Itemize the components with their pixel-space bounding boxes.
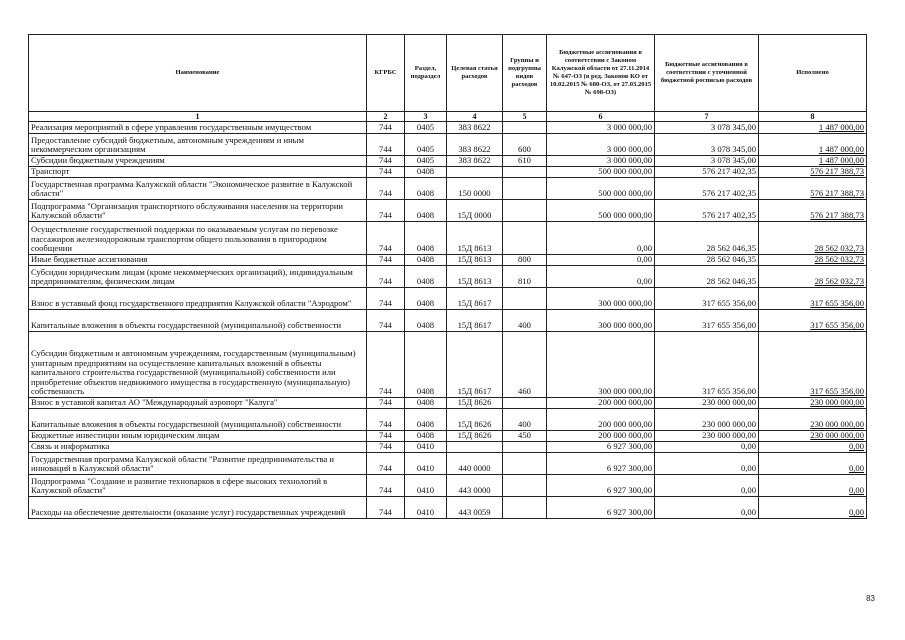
header-groups: Группы и подгруппы видов расходов [503, 35, 547, 112]
row-group-cell [503, 167, 547, 178]
header-refined-allocations: Бюджетные ассигнования в соответствии с уточненной бюджетной росписью расходов [655, 35, 759, 112]
row-group-cell: 400 [503, 409, 547, 431]
row-name-cell: Бюджетные инвестиции иным юридическим лицам [29, 431, 367, 442]
row-target-cell: 15Д 8617 [447, 332, 503, 398]
row-refined-amount-cell: 317 655 356,00 [655, 332, 759, 398]
row-kgrbs-cell: 744 [367, 122, 405, 134]
row-refined-amount-cell: 3 078 345,00 [655, 122, 759, 134]
column-number: 2 [367, 112, 405, 122]
table-row [29, 497, 867, 519]
row-law-amount-cell: 3 000 000,00 [547, 156, 655, 167]
table-row [29, 332, 867, 398]
row-refined-amount-cell: 0,00 [655, 453, 759, 475]
row-kgrbs-cell: 744 [367, 409, 405, 431]
row-group-cell [503, 453, 547, 475]
table-row [29, 442, 867, 453]
row-target-cell: 15Д 8617 [447, 288, 503, 310]
row-target-cell: 150 0000 [447, 178, 503, 200]
row-section-cell: 0408 [405, 398, 447, 409]
row-name-cell: Подпрограмма "Организация транспортного обслуживания населения на территории Калужской области" [29, 200, 367, 222]
row-refined-amount-cell: 230 000 000,00 [655, 409, 759, 431]
row-target-cell [447, 442, 503, 453]
row-kgrbs-cell: 744 [367, 475, 405, 497]
row-section-cell: 0408 [405, 222, 447, 255]
row-law-amount-cell: 200 000 000,00 [547, 398, 655, 409]
row-target-cell: 383 8622 [447, 122, 503, 134]
table-row [29, 167, 867, 178]
row-group-cell [503, 288, 547, 310]
row-target-cell: 15Д 8626 [447, 431, 503, 442]
column-number: 5 [503, 112, 547, 122]
row-refined-amount-cell: 317 655 356,00 [655, 310, 759, 332]
row-name-cell: Реализация мероприятий в сфере управления государственным имуществом [29, 122, 367, 134]
row-kgrbs-cell: 744 [367, 442, 405, 453]
row-refined-amount-cell: 576 217 402,35 [655, 178, 759, 200]
row-law-amount-cell: 3 000 000,00 [547, 134, 655, 156]
row-name-cell: Взнос в уставной капитал АО "Международный аэропорт "Калуга" [29, 398, 367, 409]
row-target-cell: 15Д 8626 [447, 409, 503, 431]
row-name-cell: Субсидии юридическим лицам (кроме некоммерческих организаций), индивидуальным предпринимателям, физическим лицам [29, 266, 367, 288]
row-target-cell: 15Д 8626 [447, 398, 503, 409]
row-section-cell: 0408 [405, 266, 447, 288]
row-kgrbs-cell: 744 [367, 200, 405, 222]
column-number: 7 [655, 112, 759, 122]
row-group-cell: 810 [503, 266, 547, 288]
row-law-amount-cell: 0,00 [547, 266, 655, 288]
row-executed-amount-cell: 230 000 000,00 [759, 409, 867, 431]
row-law-amount-cell: 0,00 [547, 255, 655, 266]
row-kgrbs-cell: 744 [367, 453, 405, 475]
row-group-cell [503, 122, 547, 134]
column-number: 6 [547, 112, 655, 122]
row-group-cell [503, 442, 547, 453]
row-law-amount-cell: 200 000 000,00 [547, 431, 655, 442]
row-refined-amount-cell: 317 655 356,00 [655, 288, 759, 310]
row-section-cell: 0410 [405, 453, 447, 475]
row-group-cell [503, 178, 547, 200]
row-kgrbs-cell: 744 [367, 266, 405, 288]
row-kgrbs-cell: 744 [367, 288, 405, 310]
column-number: 4 [447, 112, 503, 122]
row-executed-amount-cell: 576 217 388,73 [759, 178, 867, 200]
row-refined-amount-cell: 230 000 000,00 [655, 431, 759, 442]
row-executed-amount-cell: 317 655 356,00 [759, 288, 867, 310]
row-law-amount-cell: 500 000 000,00 [547, 178, 655, 200]
row-target-cell: 443 0059 [447, 497, 503, 519]
row-refined-amount-cell: 230 000 000,00 [655, 398, 759, 409]
row-section-cell: 0410 [405, 475, 447, 497]
row-law-amount-cell: 500 000 000,00 [547, 200, 655, 222]
row-group-cell [503, 222, 547, 255]
row-executed-amount-cell: 28 562 032,73 [759, 222, 867, 255]
header-target: Целевая статья расходов [447, 35, 503, 112]
column-number: 1 [29, 112, 367, 122]
table-row [29, 409, 867, 431]
row-kgrbs-cell: 744 [367, 431, 405, 442]
row-executed-amount-cell: 576 217 388,73 [759, 167, 867, 178]
table-row [29, 266, 867, 288]
column-number: 3 [405, 112, 447, 122]
row-refined-amount-cell: 28 562 046,35 [655, 255, 759, 266]
row-group-cell: 610 [503, 156, 547, 167]
row-refined-amount-cell: 0,00 [655, 475, 759, 497]
row-law-amount-cell: 6 927 300,00 [547, 497, 655, 519]
row-name-cell: Капитальные вложения в объекты государственной (муниципальной) собственности [29, 310, 367, 332]
row-executed-amount-cell: 576 217 388,73 [759, 200, 867, 222]
row-law-amount-cell: 6 927 300,00 [547, 442, 655, 453]
row-executed-amount-cell: 0,00 [759, 497, 867, 519]
row-section-cell: 0408 [405, 288, 447, 310]
table-row [29, 222, 867, 255]
row-group-cell [503, 475, 547, 497]
row-target-cell: 440 0000 [447, 453, 503, 475]
row-executed-amount-cell: 230 000 000,00 [759, 398, 867, 409]
row-refined-amount-cell: 0,00 [655, 442, 759, 453]
row-name-cell: Капитальные вложения в объекты государственной (муниципальной) собственности [29, 409, 367, 431]
row-target-cell: 15Д 8613 [447, 222, 503, 255]
row-kgrbs-cell: 744 [367, 222, 405, 255]
header-law-allocations: Бюджетные ассигнования в соответствии с Законом Калужской области от 27.11.2014 № 647-ОЗ (в ред. Законов КО от 10.02.2015 № 680-ОЗ, от 27.03.2015 № 698-ОЗ) [547, 35, 655, 112]
row-section-cell: 0408 [405, 255, 447, 266]
row-section-cell: 0410 [405, 497, 447, 519]
row-group-cell: 400 [503, 310, 547, 332]
row-target-cell: 15Д 8613 [447, 266, 503, 288]
row-target-cell: 15Д 0000 [447, 200, 503, 222]
row-target-cell: 15Д 8613 [447, 255, 503, 266]
row-refined-amount-cell: 576 217 402,35 [655, 200, 759, 222]
table-row [29, 475, 867, 497]
row-kgrbs-cell: 744 [367, 497, 405, 519]
row-target-cell: 383 8622 [447, 134, 503, 156]
row-executed-amount-cell: 28 562 032,73 [759, 266, 867, 288]
row-group-cell [503, 200, 547, 222]
row-section-cell: 0405 [405, 156, 447, 167]
row-name-cell: Транспорт [29, 167, 367, 178]
row-law-amount-cell: 300 000 000,00 [547, 332, 655, 398]
row-refined-amount-cell: 576 217 402,35 [655, 167, 759, 178]
row-group-cell: 460 [503, 332, 547, 398]
page-number: 83 [866, 594, 875, 603]
header-kgrbs: КГРБС [367, 35, 405, 112]
row-law-amount-cell: 3 000 000,00 [547, 122, 655, 134]
row-kgrbs-cell: 744 [367, 332, 405, 398]
budget-table [28, 34, 867, 519]
row-name-cell: Взнос в уставный фонд государственного предприятия Калужской области "Аэродром" [29, 288, 367, 310]
row-group-cell: 450 [503, 431, 547, 442]
table-row [29, 255, 867, 266]
row-law-amount-cell: 6 927 300,00 [547, 475, 655, 497]
row-refined-amount-cell: 28 562 046,35 [655, 222, 759, 255]
row-target-cell [447, 167, 503, 178]
table-row [29, 398, 867, 409]
row-refined-amount-cell: 28 562 046,35 [655, 266, 759, 288]
row-group-cell: 800 [503, 255, 547, 266]
row-target-cell: 15Д 8617 [447, 310, 503, 332]
row-refined-amount-cell: 0,00 [655, 497, 759, 519]
row-executed-amount-cell: 0,00 [759, 453, 867, 475]
row-name-cell: Предоставление субсидий бюджетным, автономным учреждениям и иным некоммерческим организациям [29, 134, 367, 156]
row-name-cell: Расходы на обеспечение деятельности (оказание услуг) государственных учреждений [29, 497, 367, 519]
row-executed-amount-cell: 1 487 000,00 [759, 122, 867, 134]
row-name-cell: Подпрограмма "Создание и развитие технопарков в сфере высоких технологий в Калужской области" [29, 475, 367, 497]
row-section-cell: 0408 [405, 178, 447, 200]
header-executed: Исполнено [759, 35, 867, 112]
row-section-cell: 0405 [405, 134, 447, 156]
table-row [29, 288, 867, 310]
row-executed-amount-cell: 317 655 356,00 [759, 310, 867, 332]
row-law-amount-cell: 200 000 000,00 [547, 409, 655, 431]
row-kgrbs-cell: 744 [367, 310, 405, 332]
table-row [29, 431, 867, 442]
row-name-cell: Государственная программа Калужской области "Развитие предпринимательства и инноваций в Калужской области" [29, 453, 367, 475]
row-refined-amount-cell: 3 078 345,00 [655, 134, 759, 156]
header-name: Наименование [29, 35, 367, 112]
table-row [29, 156, 867, 167]
row-section-cell: 0408 [405, 332, 447, 398]
row-kgrbs-cell: 744 [367, 178, 405, 200]
row-executed-amount-cell: 1 487 000,00 [759, 134, 867, 156]
row-group-cell [503, 497, 547, 519]
row-name-cell: Государственная программа Калужской области "Экономическое развитие в Калужской области" [29, 178, 367, 200]
row-name-cell: Осуществление государственной поддержки по оказываемым услугам по перевозке пассажиров железнодорожным транспортом общего пользования в пригородном сообщении [29, 222, 367, 255]
row-section-cell: 0408 [405, 310, 447, 332]
row-executed-amount-cell: 317 655 356,00 [759, 332, 867, 398]
row-kgrbs-cell: 744 [367, 398, 405, 409]
row-executed-amount-cell: 28 562 032,73 [759, 255, 867, 266]
table-row [29, 122, 867, 134]
row-law-amount-cell: 300 000 000,00 [547, 288, 655, 310]
row-group-cell [503, 398, 547, 409]
row-law-amount-cell: 0,00 [547, 222, 655, 255]
table-row [29, 134, 867, 156]
row-section-cell: 0410 [405, 442, 447, 453]
row-name-cell: Иные бюджетные ассигнования [29, 255, 367, 266]
header-section: Раздел, подраздел [405, 35, 447, 112]
table-row [29, 310, 867, 332]
row-target-cell: 443 0000 [447, 475, 503, 497]
budget-table-sheet [28, 34, 866, 519]
row-section-cell: 0408 [405, 167, 447, 178]
row-section-cell: 0408 [405, 409, 447, 431]
row-kgrbs-cell: 744 [367, 156, 405, 167]
row-section-cell: 0405 [405, 122, 447, 134]
row-target-cell: 383 8622 [447, 156, 503, 167]
row-kgrbs-cell: 744 [367, 167, 405, 178]
row-refined-amount-cell: 3 078 345,00 [655, 156, 759, 167]
column-number-row [29, 112, 867, 122]
row-name-cell: Субсидии бюджетным и автономным учреждениям, государственным (муниципальным) унитарным предприятиям на осуществление капитальных вложений в объекты капитального строительства государственной (муниципальной) собственности или приобретение объектов недвижимого имущества в государственную (муниципальную) собственность [29, 332, 367, 398]
row-name-cell: Связь и информатика [29, 442, 367, 453]
row-executed-amount-cell: 0,00 [759, 442, 867, 453]
table-row [29, 453, 867, 475]
row-law-amount-cell: 6 927 300,00 [547, 453, 655, 475]
row-executed-amount-cell: 1 487 000,00 [759, 156, 867, 167]
row-name-cell: Субсидии бюджетным учреждениям [29, 156, 367, 167]
row-group-cell: 600 [503, 134, 547, 156]
table-row [29, 200, 867, 222]
table-row [29, 178, 867, 200]
column-number: 8 [759, 112, 867, 122]
row-kgrbs-cell: 744 [367, 134, 405, 156]
row-executed-amount-cell: 230 000 000,00 [759, 431, 867, 442]
row-section-cell: 0408 [405, 200, 447, 222]
row-executed-amount-cell: 0,00 [759, 475, 867, 497]
row-kgrbs-cell: 744 [367, 255, 405, 266]
row-law-amount-cell: 500 000 000,00 [547, 167, 655, 178]
row-section-cell: 0408 [405, 431, 447, 442]
table-header-row [29, 35, 867, 112]
row-law-amount-cell: 300 000 000,00 [547, 310, 655, 332]
